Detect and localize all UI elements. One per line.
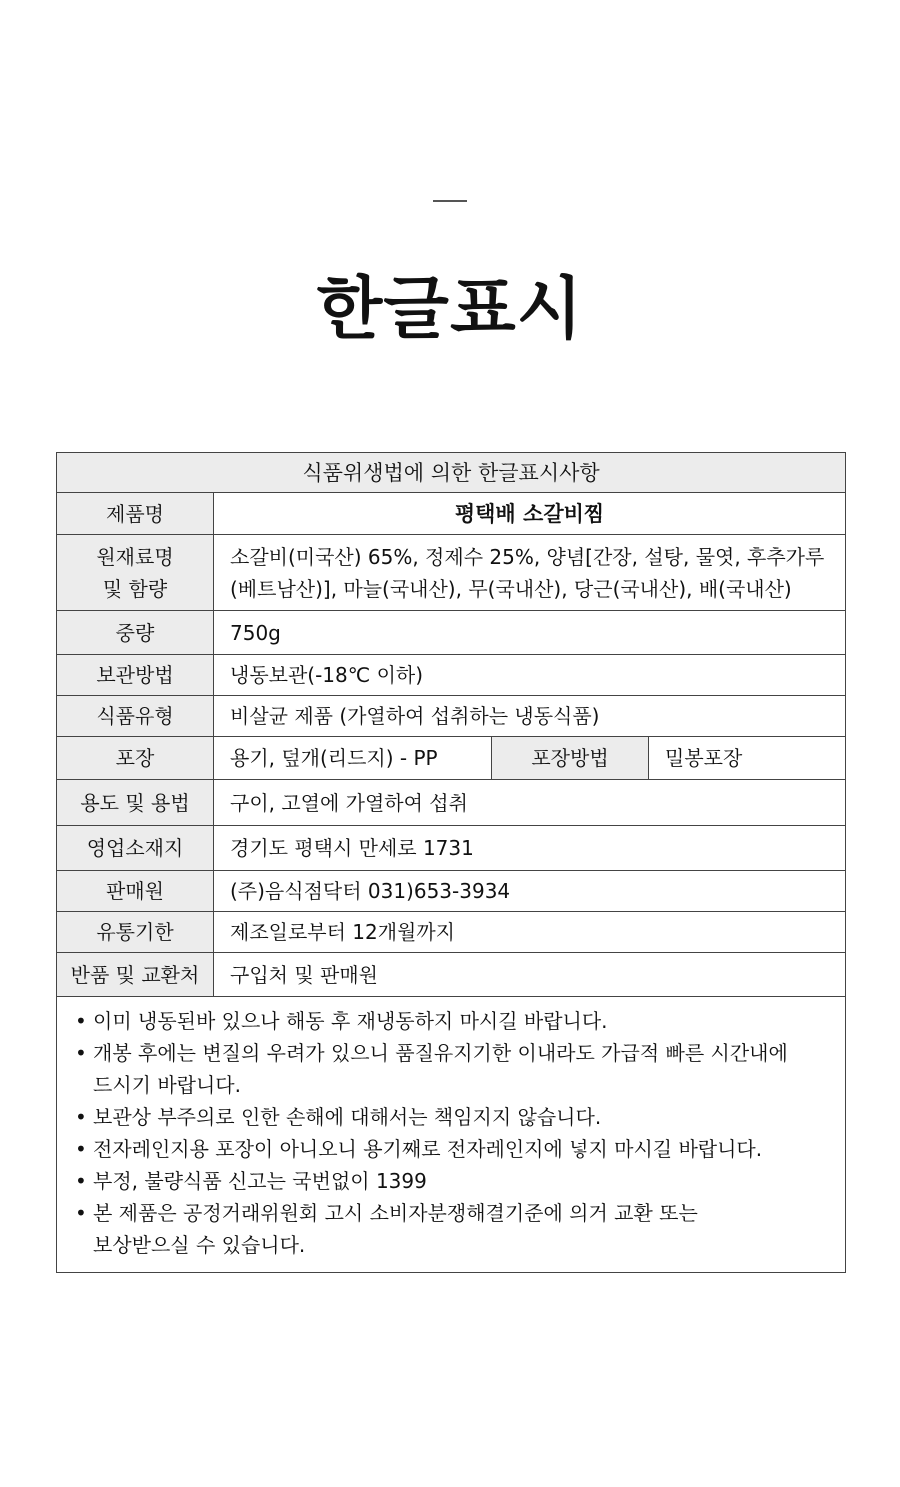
weight-label: 중량	[57, 611, 214, 655]
ingredients-value-line2: (베트남산)], 마늘(국내산), 무(국내산), 당근(국내산), 배(국내산)	[230, 576, 792, 601]
returns-value: 구입처 및 판매원	[214, 953, 846, 997]
table-header: 식품위생법에 의한 한글표시사항	[57, 453, 846, 493]
shelf-life-value: 제조일로부터 12개월까지	[214, 912, 846, 953]
note-item: • 부정, 불량식품 신고는 국번없이 1399	[73, 1165, 829, 1197]
usage-label: 용도 및 용법	[57, 780, 214, 826]
shelf-life-label: 유통기한	[57, 912, 214, 953]
seller-value: (주)음식점닥터 031)653-3934	[214, 871, 846, 912]
ingredients-label	[57, 535, 214, 611]
note-item: • 본 제품은 공정거래위원회 고시 소비자분쟁해결기준에 의거 교환 또는 보상받으실 수 있습니다.	[73, 1197, 829, 1261]
ingredients-label-line2: 및 함량	[102, 576, 168, 601]
page-title: 한글표시	[316, 270, 584, 349]
ingredients-label-line1: 원재료명	[96, 544, 174, 569]
packaging-label: 포장	[57, 737, 214, 780]
packaging-method-label: 포장방법	[492, 737, 649, 780]
business-address-value: 경기도 평택시 만세로 1731	[214, 826, 846, 871]
title-divider	[433, 200, 467, 202]
note-item: • 전자레인지용 포장이 아니오니 용기째로 전자레인지에 넣지 마시길 바랍니다.	[73, 1133, 829, 1165]
storage-value: 냉동보관(-18℃ 이하)	[214, 655, 846, 696]
note-item: • 이미 냉동된바 있으나 해동 후 재냉동하지 마시길 바랍니다.	[73, 1005, 829, 1037]
note-item: • 보관상 부주의로 인한 손해에 대해서는 책임지지 않습니다.	[73, 1101, 829, 1133]
notes-cell	[57, 997, 846, 1273]
packaging-value: 용기, 덮개(리드지) - PP	[214, 737, 492, 780]
business-address-label: 영업소재지	[57, 826, 214, 871]
storage-label: 보관방법	[57, 655, 214, 696]
food-type-label: 식품유형	[57, 696, 214, 737]
seller-label: 판매원	[57, 871, 214, 912]
product-name-label: 제품명	[57, 493, 214, 535]
notes-list	[73, 1005, 829, 1261]
packaging-method-value: 밀봉포장	[649, 737, 846, 780]
food-type-value: 비살균 제품 (가열하여 섭취하는 냉동식품)	[214, 696, 846, 737]
weight-value: 750g	[214, 611, 846, 655]
ingredients-value-line1: 소갈비(미국산) 65%, 정제수 25%, 양념[간장, 설탕, 물엿, 후추가루	[230, 544, 825, 569]
usage-value: 구이, 고열에 가열하여 섭취	[214, 780, 846, 826]
note-item: • 개봉 후에는 변질의 우려가 있으니 품질유지기한 이내라도 가급적 빠른 시간내에 드시기 바랍니다.	[73, 1037, 829, 1101]
product-name-value: 평택배 소갈비찜	[214, 493, 846, 535]
nutrition-label-table	[56, 452, 846, 1273]
returns-label: 반품 및 교환처	[57, 953, 214, 997]
ingredients-value	[214, 535, 846, 611]
